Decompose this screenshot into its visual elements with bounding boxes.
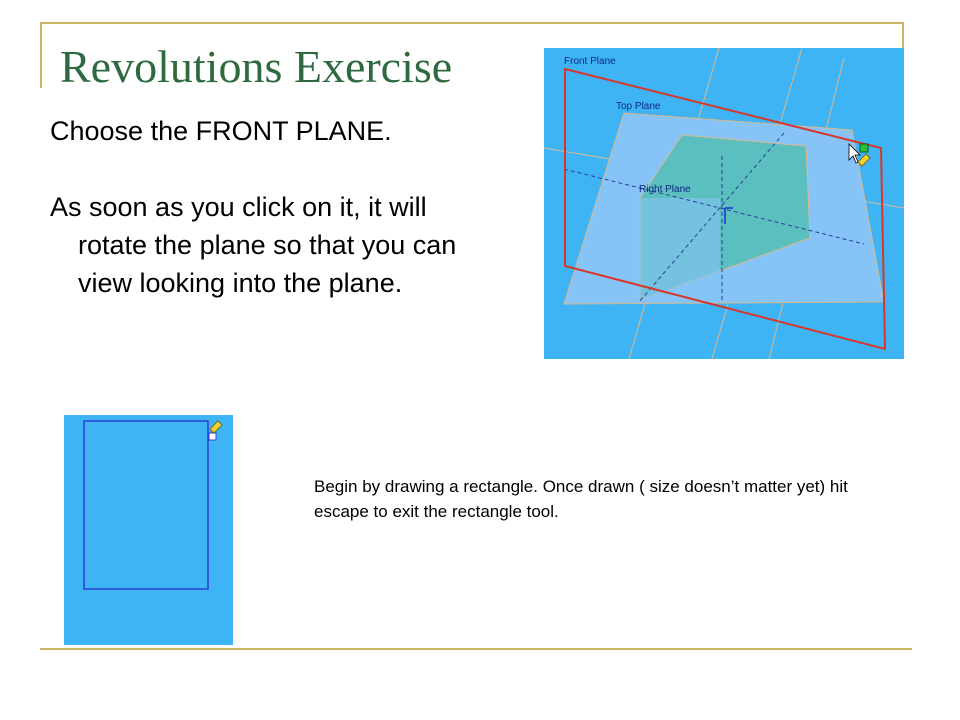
instruction-choose-plane: Choose the FRONT PLANE. bbox=[50, 116, 392, 146]
planes-viewport bbox=[544, 48, 904, 359]
top-plane-label[interactable]: Top Plane bbox=[616, 101, 661, 112]
sketch-viewport bbox=[64, 415, 233, 645]
frame-bottom-rule bbox=[40, 648, 912, 650]
front-plane-label[interactable]: Front Plane bbox=[564, 56, 616, 67]
frame-right-rule bbox=[902, 22, 904, 48]
instruction-rotate-view: As soon as you click on it, it will rotate the plane so that you can view looking into the plane. bbox=[50, 192, 457, 298]
right-plane-label[interactable]: Right Plane bbox=[639, 184, 691, 195]
frame-top-rule bbox=[40, 22, 904, 24]
right-plane-lower bbox=[640, 198, 720, 300]
endpoint-handle-icon bbox=[209, 433, 216, 440]
slide-title: Revolutions Exercise bbox=[60, 41, 453, 92]
rectangle-caption: Begin by drawing a rectangle. Once drawn ( size doesn’t matter yet) hit escape to exit the rectangle tool. bbox=[314, 477, 848, 521]
instructions bbox=[50, 112, 490, 302]
frame-left-rule bbox=[40, 22, 42, 88]
green-handle-icon bbox=[860, 144, 868, 152]
